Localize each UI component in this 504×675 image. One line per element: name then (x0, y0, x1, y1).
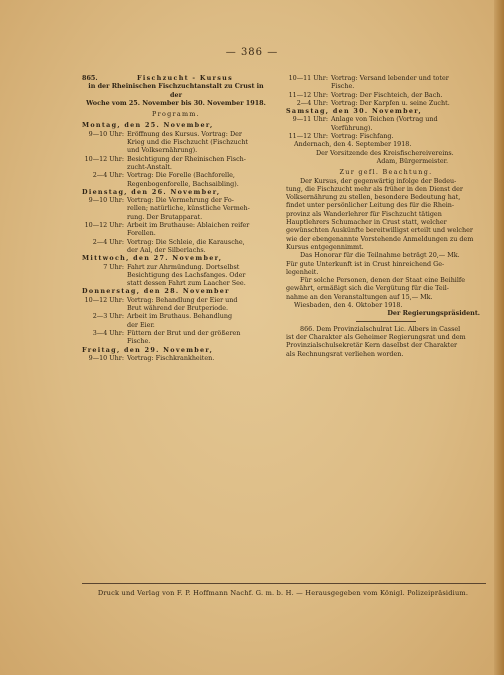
schedule-line (82, 304, 270, 312)
schedule-time-spacer (82, 229, 127, 237)
schedule-time-spacer (82, 279, 127, 287)
schedule-time-spacer (82, 146, 127, 154)
notice-866 (286, 325, 486, 358)
schedule-time: 10—12 Uhr: (84, 295, 124, 304)
notice-paragraph-1 (286, 177, 486, 252)
notice-subtitle-2: Woche vom 25. November bis 30. November 1918. (86, 98, 266, 107)
schedule-line (82, 329, 270, 337)
left-column (82, 74, 270, 362)
schedule-text: Eröffnung des Kursus. Vortrag: Der (127, 129, 242, 138)
schedule-text: Vortrag: Der Fischteich, der Bach. (331, 90, 443, 99)
schedule-text: statt dessen Fahrt zum Laacher See. (127, 279, 246, 288)
paragraph-line: als Rechnungsrat verliehen worden. (286, 349, 404, 358)
paragraph-line: Für gute Unterkunft ist in Crust hinreichend Ge- (286, 259, 445, 268)
divider (356, 321, 416, 322)
schedule-text: der Aal, der Silberlachs. (127, 245, 206, 254)
schedule-line (82, 196, 270, 204)
schedule-text: der Eier. (127, 320, 155, 329)
schedule-line (82, 229, 270, 237)
schedule-line (82, 155, 270, 163)
schedule-line (82, 296, 270, 304)
paragraph-line: nahme an den Veranstaltungen auf 15,— Mk. (286, 292, 433, 301)
paragraph-line: legenheit. (286, 267, 319, 276)
schedule-text: Vortrag: Die Schleie, die Karausche, (127, 237, 245, 246)
schedule-line (286, 115, 486, 123)
schedule-line (286, 124, 486, 132)
schedule-text: Füttern der Brut und der größeren (127, 328, 241, 337)
schedule-line (82, 312, 270, 320)
imprint-footer: Druck und Verlag von F. P. Hoffmann Nachf. G. m. b. H. — Herausgegeben vom Königl. Polizeipräsidium. (97, 589, 469, 597)
schedule-line (82, 271, 270, 279)
paragraph-line: findet unter persönlicher Leitung des für die Rhein- (286, 201, 455, 210)
schedule-text: Forellen. (127, 229, 156, 238)
friday-continued (286, 74, 486, 107)
schedule-time-spacer (82, 337, 127, 345)
schedule-time: 2—4 Uhr: (296, 98, 328, 107)
schedule-text: zucht-Anstalt. (127, 162, 172, 171)
schedule-line (82, 204, 270, 212)
schedule-text: Vortrag: Der Karpfen u. seine Zucht. (331, 98, 450, 107)
schedule-line (82, 246, 270, 254)
schedule-time-spacer (82, 304, 127, 312)
schedule-time-spacer (82, 271, 127, 279)
paragraph-line: Volksernährung zu stellen, besondere Bedeutung hat, (286, 193, 461, 202)
schedule-time: 2—4 Uhr: (92, 171, 124, 180)
day-items (82, 354, 270, 362)
schedule-text: rung. Der Brutapparat. (127, 212, 203, 221)
schedule-line (82, 337, 270, 345)
day-heading: Freitag, den 29. November, (82, 345, 214, 354)
schedule-text: Vortrag: Die Forelle (Bachforelle, (127, 171, 235, 180)
schedule-time: 3—4 Uhr: (92, 328, 124, 337)
footer-rule (82, 583, 486, 584)
page-edge (494, 0, 504, 675)
day-heading: Samstag, den 30. November, (286, 107, 422, 116)
schedule-text: Arbeit im Bruthause: Ablaichen reifer (127, 221, 250, 230)
schedule-line (286, 74, 486, 82)
schedule-time: 9—10 Uhr: (88, 196, 124, 205)
schedule-line (82, 263, 270, 271)
schedule-text: Regenbogenforelle, Bachsaibling). (127, 179, 239, 188)
day-heading: Dienstag, den 26. November, (82, 187, 221, 196)
schedule-time-spacer (82, 246, 127, 254)
sign-place: Andernach, den 4. September 1918. (294, 140, 412, 149)
schedule-line (82, 221, 270, 229)
paragraph-line: Der Kursus, der gegenwärtig infolge der Bedeu- (300, 176, 457, 185)
schedule-text: Besichtigung der Rheinischen Fisch- (127, 154, 246, 163)
schedule-line (82, 180, 270, 188)
program-heading: Programm. (151, 110, 200, 119)
paragraph-line: Provinzialschulsekretär Kern daselbst der Charakter (286, 341, 458, 350)
schedule-text: Brut während der Brutperiode. (127, 304, 229, 313)
schedule-time-spacer (82, 213, 127, 221)
paragraph-line: Hauptlehrers Schumacher in Crust statt, welcher (286, 218, 447, 227)
notice-865-header (82, 74, 270, 82)
schedule-text: Vortrag: Fischkrankheiten. (127, 353, 215, 362)
notice-number: 865. (82, 74, 98, 82)
schedule-line (82, 163, 270, 171)
schedule-time: 9—10 Uhr: (88, 129, 124, 138)
sign-name: Adam, Bürgermeister. (376, 156, 448, 165)
schedule-text: Besichtigung des Lachsfanges. Oder (127, 270, 246, 279)
day-items (82, 130, 270, 188)
day-heading: Donnerstag, den 28. November (82, 287, 230, 296)
schedule-time: 10—12 Uhr: (84, 221, 124, 230)
schedule-text: Vorführung). (331, 123, 373, 132)
schedule-text: und Volksernährung). (127, 146, 198, 155)
day-items (82, 296, 270, 346)
schedule-text: rellen; natürliche, künstliche Vermeh- (127, 204, 250, 213)
schedule-line (286, 82, 486, 90)
reg-sign-role: Der Regierungspräsident. (387, 309, 480, 318)
schedule-text: Vortrag: Fischfang. (331, 132, 394, 141)
schedule-text: Vortrag: Versand lebender und toter (331, 74, 449, 82)
schedule-line (82, 354, 270, 362)
schedule-time-spacer (286, 82, 331, 90)
notice-subtitle-1: in der Rheinischen Fischzuchtanstalt zu Crust in der (88, 82, 264, 99)
schedule-text: Fische. (127, 337, 151, 346)
paragraph-line: 866. Dem Provinzialschulrat Lic. Albers in Cassel (300, 324, 461, 333)
paragraph-line: Kursus entgegennimmt. (286, 242, 364, 251)
paragraph-line: gewährt, ermäßigt sich die Vergütung für die Teil- (286, 284, 449, 293)
sign-role: Der Vorsitzende des Kreisfischereivereins. (316, 148, 454, 157)
saturday-items (286, 115, 486, 140)
paragraph-line: wie der ebengenannte Vorstehende Anmeldungen zu dem (286, 234, 474, 243)
schedule-time-spacer (286, 124, 331, 132)
schedule-time-spacer (82, 163, 127, 171)
paragraph-line: Für solche Personen, denen der Staat eine Beihilfe (300, 276, 466, 285)
paragraph-line: tung, die Fischzucht mehr als früher in den Dienst der (286, 184, 463, 193)
schedule-text: Krieg und die Fischzucht (Fischzucht (127, 138, 249, 147)
notice-title: Zur gefl. Beachtung. (339, 168, 433, 177)
page-number: — 386 — (225, 47, 279, 58)
reg-sign-place: Wiesbaden, den 4. Oktober 1918. (294, 301, 403, 310)
schedule-line (286, 132, 486, 140)
program-days (82, 121, 270, 362)
notice-title: Fischzucht - Kursus (137, 74, 233, 82)
day-heading: Mittwoch, den 27. November, (82, 254, 223, 263)
schedule-text: Anlage von Teichen (Vortrag und (331, 115, 438, 124)
paragraph-line: Das Honorar für die Teilnahme beträgt 20,— Mk. (300, 251, 460, 260)
schedule-time-spacer (82, 138, 127, 146)
day-heading: Montag, den 25. November, (82, 121, 214, 130)
schedule-time: 11—12 Uhr: (288, 90, 328, 99)
schedule-time: 7 Uhr: (103, 262, 124, 271)
schedule-line (82, 138, 270, 146)
schedule-line (82, 279, 270, 287)
schedule-text: Arbeit im Bruthaus. Behandlung (127, 312, 233, 321)
notice-paragraph-2 (286, 251, 486, 276)
schedule-text: Vortrag: Die Vermehrung der Fo- (127, 196, 234, 205)
schedule-line (82, 130, 270, 138)
paragraph-line: ist der Charakter als Geheimer Regierungsrat und dem (286, 332, 466, 341)
schedule-line (286, 91, 486, 99)
day-items (82, 196, 270, 254)
schedule-time: 9—10 Uhr: (88, 353, 124, 362)
schedule-text: Fahrt zur Ahrmündung. Dortselbst (127, 262, 240, 271)
schedule-line (286, 99, 486, 107)
paragraph-line: gewünschten Auskünfte bereitwilligst erteilt und welcher (286, 226, 473, 235)
paragraph-line: provinz als Wanderlehrer für Fischzucht tätigen (286, 209, 442, 218)
day-items (82, 263, 270, 288)
schedule-time: 10—12 Uhr: (84, 154, 124, 163)
schedule-line (82, 146, 270, 154)
right-column (286, 74, 486, 358)
schedule-time: 11—12 Uhr: (288, 132, 328, 141)
schedule-time: 10—11 Uhr: (288, 74, 328, 82)
schedule-text: Vortrag: Behandlung der Eier und (127, 295, 238, 304)
schedule-time: 2—3 Uhr: (92, 312, 124, 321)
schedule-time: 9—11 Uhr: (292, 115, 328, 124)
schedule-line (82, 213, 270, 221)
schedule-time-spacer (82, 204, 127, 212)
schedule-time-spacer (82, 321, 127, 329)
notice-paragraph-3 (286, 276, 486, 301)
schedule-text: Fische. (331, 82, 355, 91)
schedule-time: 2—4 Uhr: (92, 237, 124, 246)
schedule-line (82, 321, 270, 329)
schedule-line (82, 238, 270, 246)
schedule-time-spacer (82, 180, 127, 188)
schedule-line (82, 171, 270, 179)
